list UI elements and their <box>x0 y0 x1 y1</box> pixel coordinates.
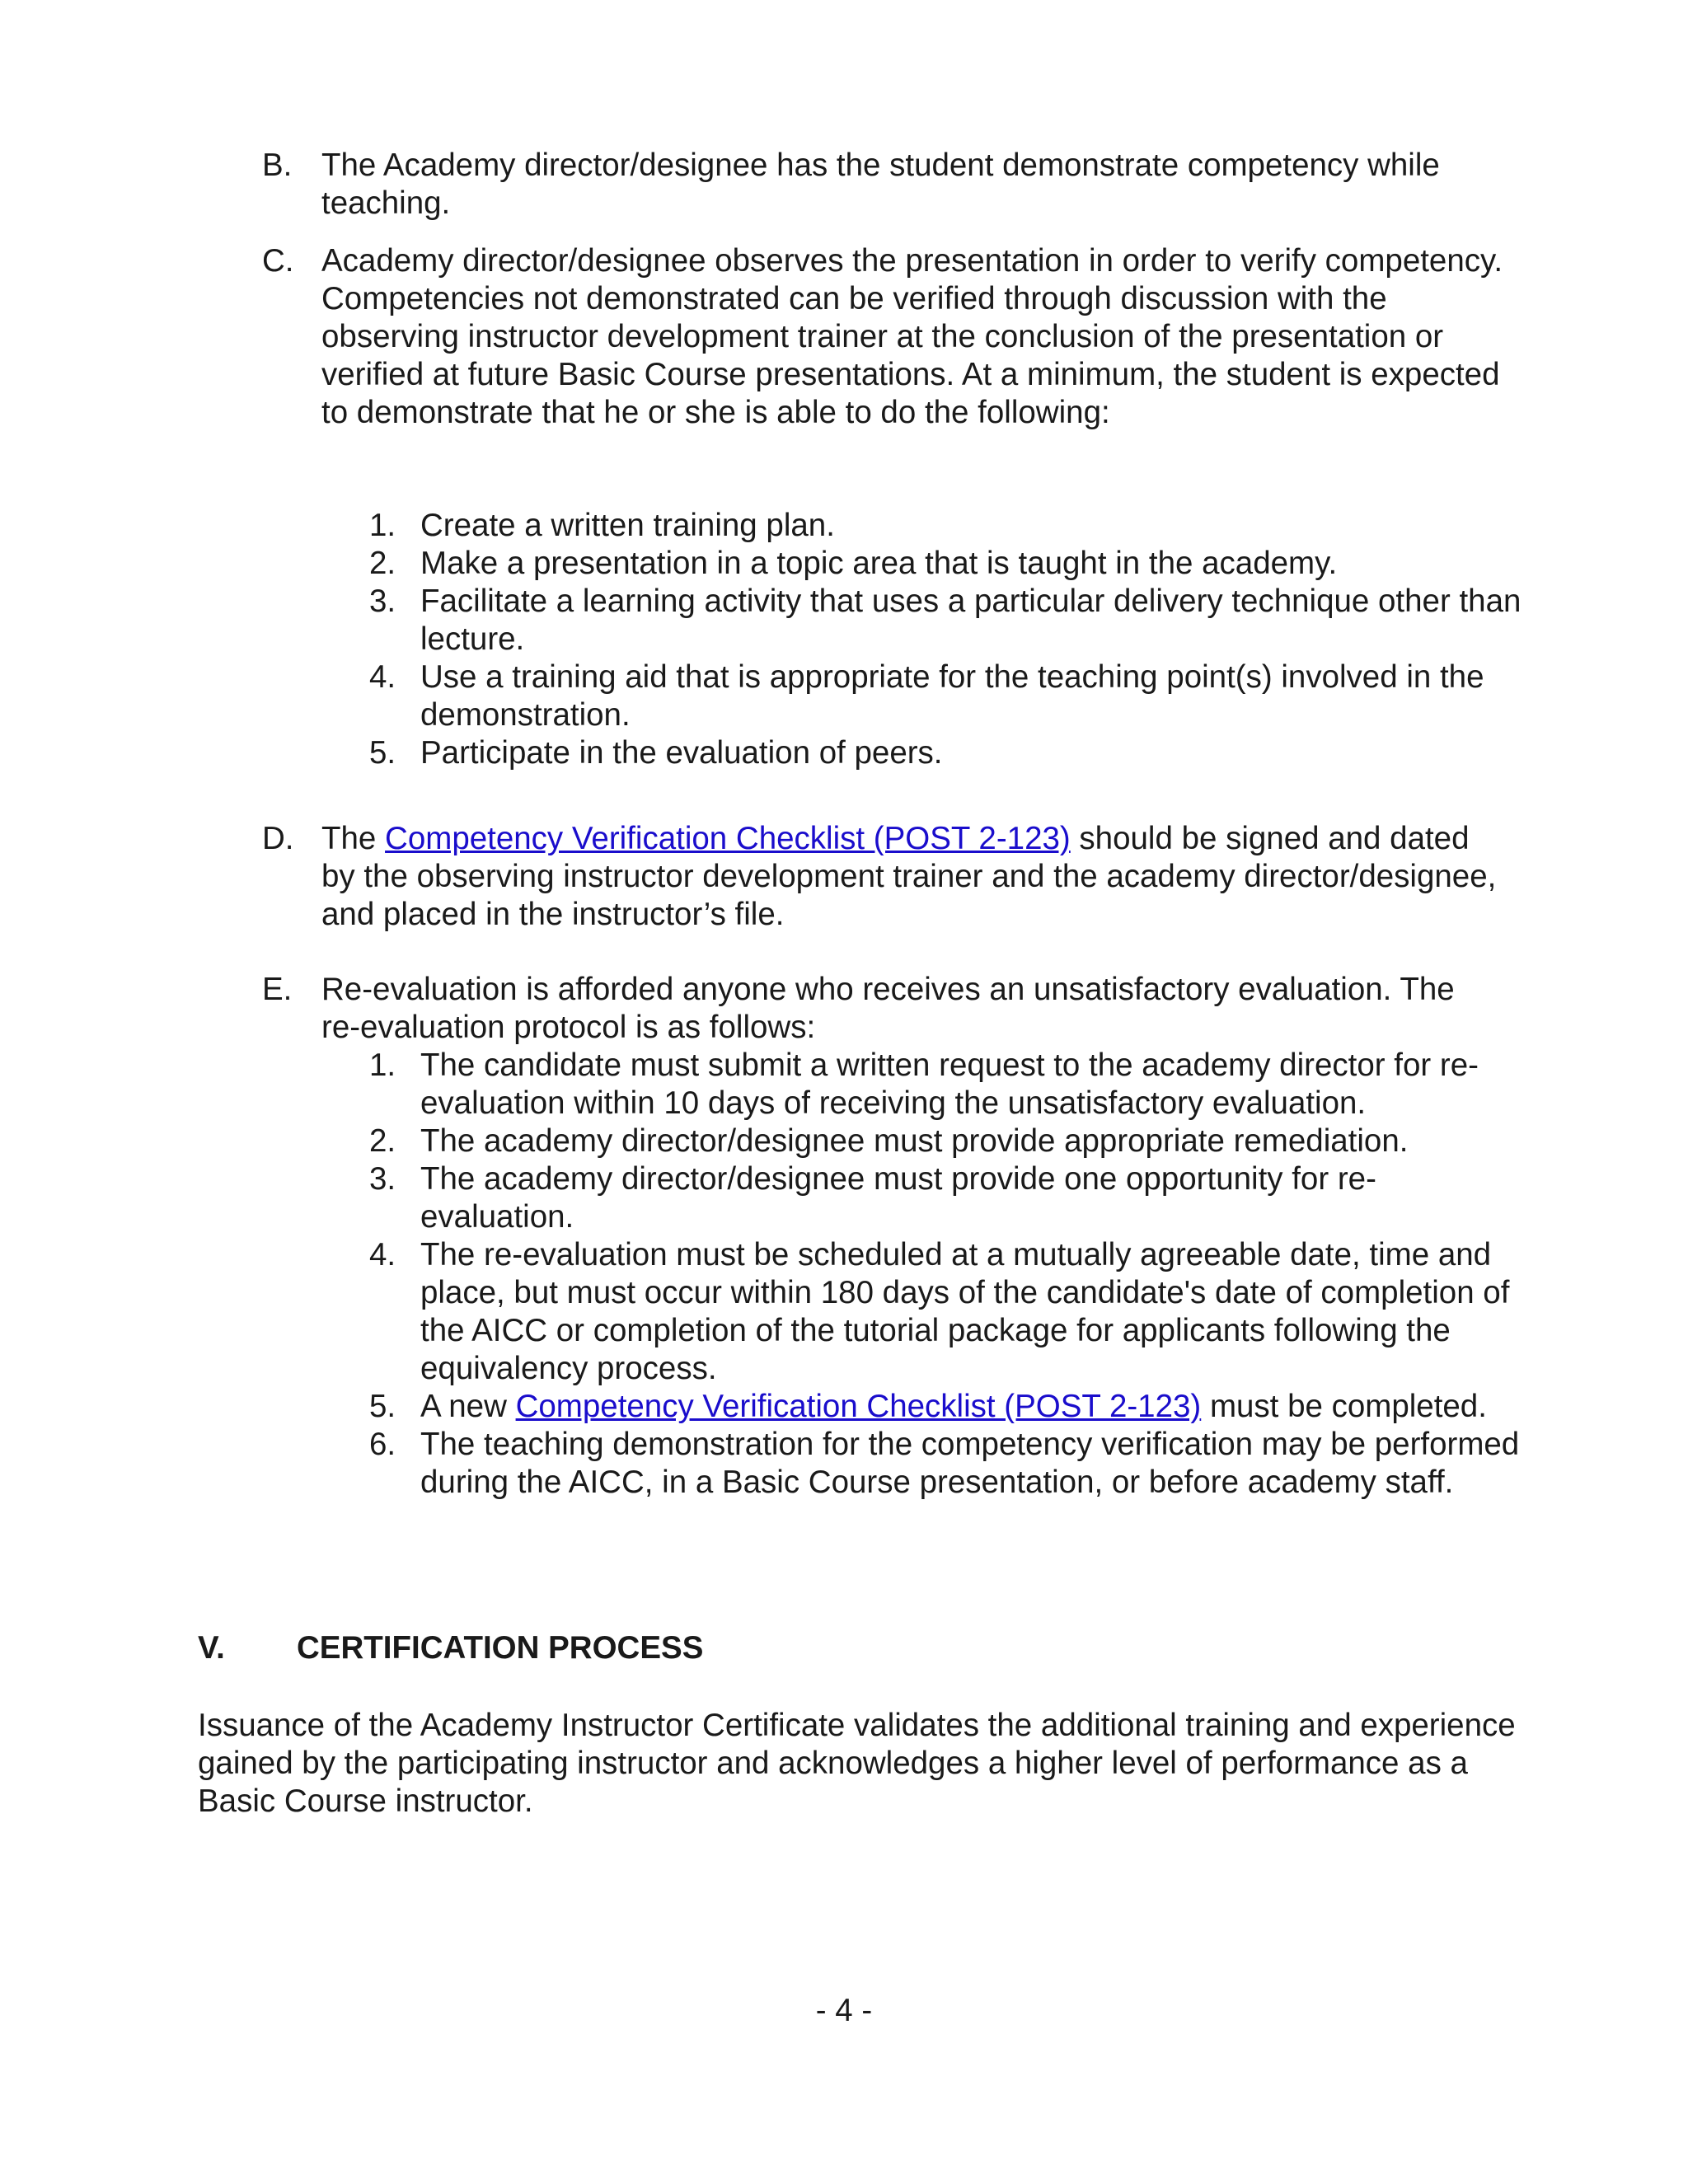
item-d-marker: D. <box>262 821 294 856</box>
checklist-link[interactable]: Competency Verification Checklist (POST 2-123) <box>515 1389 1202 1424</box>
list-item-number: 4. <box>369 659 396 695</box>
list-item-number: 3. <box>369 583 396 619</box>
item-b-text: The Academy director/designee has the student demonstrate competency while teaching. <box>321 148 1440 221</box>
list-item-text: The academy director/designee must provide one opportunity for re-evaluation. <box>420 1161 1376 1235</box>
list-item <box>369 507 1523 545</box>
section-paragraph: Issuance of the Academy Instructor Certificate validates the additional training and experience gained by the participating instructor and acknowledges a higher level of performance as a Basic Course instructor. <box>198 1708 1516 1819</box>
item-b-marker: B. <box>262 148 293 183</box>
item-d-text-post: should be signed and dated by the observing instructor development trainer and the academy director/designee, and placed in the instructor’s file. <box>321 821 1497 932</box>
list-item-number: 6. <box>369 1427 396 1462</box>
list-item <box>369 583 1523 658</box>
list-item-number: 2. <box>369 1123 396 1159</box>
list-item-text-post: must be completed. <box>1201 1389 1487 1424</box>
list-item-text: Participate in the evaluation of peers. <box>420 735 943 771</box>
item-e-marker: E. <box>262 972 293 1007</box>
list-item <box>369 1388 1523 1426</box>
item-c-list <box>369 507 1523 772</box>
list-item-number: 5. <box>369 735 396 771</box>
section-title: CERTIFICATION PROCESS <box>297 1630 704 1666</box>
list-item-text: Create a written training plan. <box>420 508 835 543</box>
list-item-number: 3. <box>369 1161 396 1197</box>
list-item <box>369 658 1523 734</box>
list-item-text: Facilitate a learning activity that uses a particular delivery technique other than lecture. <box>420 583 1522 657</box>
list-item-text: Make a presentation in a topic area that is taught in the academy. <box>420 546 1338 581</box>
page-number: - 4 - <box>815 1993 873 2028</box>
section-heading <box>198 1629 703 1667</box>
list-item-text: The teaching demonstration for the competency verification may be performed during the AICC, in a Basic Course presentation, or before academy staff. <box>420 1427 1520 1500</box>
item-e-list <box>369 1047 1523 1502</box>
item-d-text <box>321 820 1508 934</box>
section-number: V. <box>198 1630 225 1666</box>
item-c-marker: C. <box>262 243 294 279</box>
list-item-number: 1. <box>369 1047 396 1083</box>
item-c-text: Academy director/designee observes the presentation in order to verify competency. Competencies not demonstrated can be verified through discussion with the observing instructor development trainer at the conclusion of the presentation or verified at future Basic Course presentations. At a minimum, the student is expected to demonstrate that he or she is able to do the following: <box>321 243 1503 430</box>
list-item-number: 5. <box>369 1389 396 1424</box>
list-item <box>369 1122 1523 1160</box>
checklist-link[interactable]: Competency Verification Checklist (POST 2-123) <box>385 821 1071 856</box>
list-item <box>369 1047 1523 1122</box>
list-item-text: The re-evaluation must be scheduled at a mutually agreeable date, time and place, but must occur within 180 days of the candidate's date of completion of the AICC or completion of the tutorial package for applicants following the equivalency process. <box>420 1237 1510 1386</box>
list-item-text: The academy director/designee must provide appropriate remediation. <box>420 1123 1409 1159</box>
list-item <box>369 1160 1523 1236</box>
list-item <box>369 734 1523 772</box>
list-item-number: 1. <box>369 508 396 543</box>
list-item-text: The candidate must submit a written request to the academy director for re-evaluation within 10 days of receiving the unsatisfactory evaluation. <box>420 1047 1479 1121</box>
list-item-number: 4. <box>369 1237 396 1272</box>
item-e-text: Re-evaluation is afforded anyone who receives an unsatisfactory evaluation. The re-evaluation protocol is as follows: <box>321 972 1455 1045</box>
list-item-text-pre: A new <box>420 1389 516 1424</box>
list-item-number: 2. <box>369 546 396 581</box>
list-item <box>369 1236 1523 1388</box>
list-item <box>369 545 1523 583</box>
list-item-text: Use a training aid that is appropriate for the teaching point(s) involved in the demonstration. <box>420 659 1484 733</box>
list-item <box>369 1426 1523 1502</box>
item-d-text-pre: The <box>321 821 386 856</box>
